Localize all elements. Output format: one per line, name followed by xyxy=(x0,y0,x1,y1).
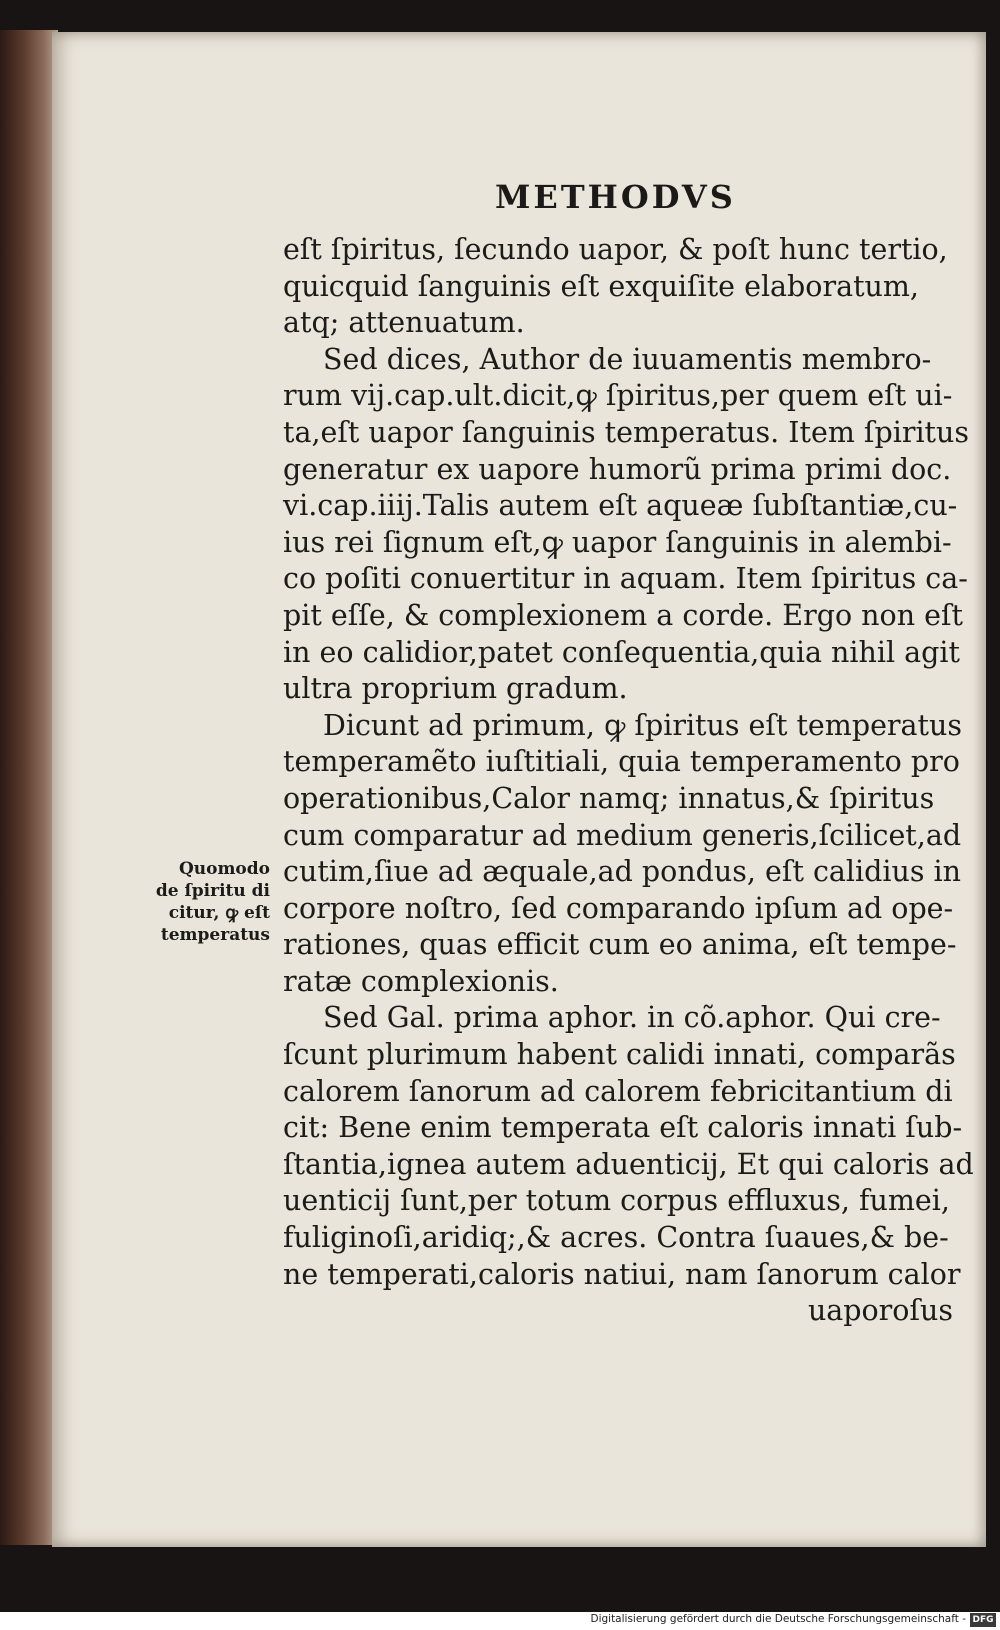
text-line: ta,eſt uapor ſanguinis temperatus. Item ſpiritus xyxy=(283,415,969,449)
catchword: uaporoſus xyxy=(807,1294,953,1328)
text-line: calorem ſanorum ad calorem febricitantium di xyxy=(283,1074,953,1108)
text-line: Sed dices, Author de iuuamentis membro- xyxy=(323,342,932,376)
text-line: Sed Gal. prima aphor. in cõ.aphor. Qui cre- xyxy=(323,1001,941,1035)
book-spine xyxy=(0,30,58,1545)
margin-note-line: Quomodo xyxy=(178,859,270,879)
text-line: vi.cap.iiij.Talis autem eſt aqueæ ſubſtantiæ,cu- xyxy=(283,489,958,523)
text-line: cit: Bene enim temperata eſt caloris innati ſub- xyxy=(283,1111,963,1145)
text-line: ius rei ſignum eſt,ꝙ uapor ſanguinis in alembi- xyxy=(283,525,952,559)
text-line: temperamẽto iuſtitiali, quia temperamento pro xyxy=(283,745,960,779)
text-line: eſt ſpiritus, ſecundo uapor, & poſt hunc tertio, xyxy=(283,233,948,266)
text-line: co poſiti conuertitur in aquam. Item ſpiritus ca- xyxy=(283,562,968,596)
text-line: ſcunt plurimum habent calidi innati, comparãs xyxy=(283,1038,956,1072)
text-line: uenticij ſunt,per totum corpus effluxus, fumei, xyxy=(283,1184,950,1218)
text-line: ultra proprium gradum. xyxy=(283,672,628,706)
text-line: rationes, quas efficit cum eo anima, eſt tempe- xyxy=(283,928,957,962)
text-line: corpore noſtro, ſed comparando ipſum ad ope- xyxy=(283,891,954,925)
text-line: ne temperati,caloris natiui, nam ſanorum calor xyxy=(283,1257,961,1291)
text-line: pit eſſe, & complexionem a corde. Ergo non eſt xyxy=(283,598,963,632)
margin-note-line: de ſpiritu di xyxy=(155,881,270,901)
text-line: cum comparatur ad medium generis,ſcilicet,ad xyxy=(283,818,962,852)
text-line: quicquid ſanguinis eſt exquiſite elaboratum, xyxy=(283,269,919,303)
text-line: atq; attenuatum. xyxy=(283,306,525,340)
margin-note xyxy=(142,858,270,946)
text-line: Dicunt ad primum, ꝙ ſpiritus eſt temperatus xyxy=(323,708,962,742)
margin-note-line: citur, ꝙ eſt xyxy=(168,903,270,923)
text-line: operationibus,Calor namq; innatus,& ſpiritus xyxy=(283,781,935,815)
text-line: cutim,ſiue ad æquale,ad pondus, eſt calidius in xyxy=(283,855,962,889)
body-text xyxy=(283,232,973,1330)
margin-note-line: temperatus xyxy=(160,925,270,945)
text-line: fuliginoſi,aridiq;,& acres. Contra ſuaues,& be- xyxy=(283,1221,949,1255)
text-line: generatur ex uapore humorũ prima primi doc. xyxy=(283,452,952,486)
footer-credit: Digitalisierung gefördert durch die Deutsche Forschungsgemeinschaft - xyxy=(590,1613,966,1625)
text-line: ratæ complexionis. xyxy=(283,964,559,998)
text-line: in eo calidior,patet conſequentia,quia nihil agit xyxy=(283,635,960,669)
dfg-logo: DFG xyxy=(970,1613,996,1627)
text-line: rum vij.cap.ult.dicit,ꝙ ſpiritus,per quem eſt ui- xyxy=(283,379,953,413)
text-line: ſtantia,ignea autem aduenticij, Et qui caloris ad xyxy=(283,1147,974,1181)
running-header: METHODVS xyxy=(495,178,736,216)
